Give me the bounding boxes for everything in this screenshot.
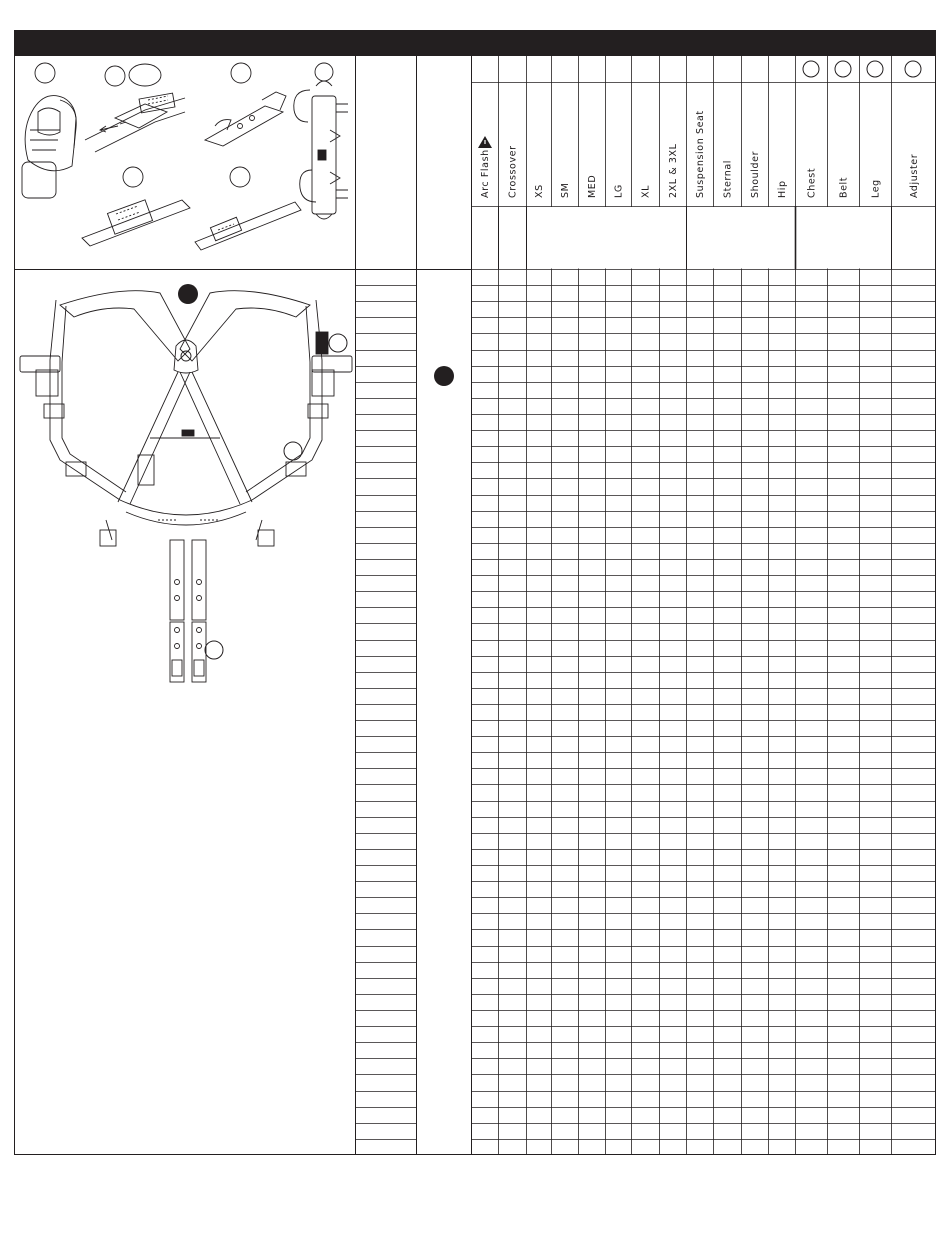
leg-ref-icon [867, 61, 883, 77]
merged-group-cell [688, 207, 795, 269]
column-label: Chest [806, 167, 818, 198]
column-label: Leg [870, 179, 882, 198]
adjuster-ref-icon [905, 61, 921, 77]
inspection-grid [355, 55, 936, 1155]
column-label: MED [587, 174, 598, 198]
section-marker-icon [434, 366, 454, 386]
column-label: Shoulder [750, 150, 761, 198]
belt-ref-icon [835, 61, 851, 77]
harness-marker-leg-icon [205, 641, 223, 659]
column-label: Belt [838, 176, 850, 198]
header-bar [14, 30, 936, 55]
mating-buckle-strap-drawing [82, 200, 190, 246]
harness-marker-hip-icon [284, 442, 302, 460]
column-headers [478, 110, 920, 198]
column-label: SM [560, 182, 571, 198]
quick-connect-buckle-drawing [85, 93, 185, 152]
harness-marker-side-icon [329, 334, 347, 352]
buckle-refs [803, 61, 921, 77]
merged-group-cell [797, 207, 891, 269]
hardware-ref-3-icon [129, 64, 161, 86]
hardware-ref-5-icon [315, 63, 333, 81]
column-label: LG [613, 184, 625, 198]
column-label: Hip [777, 180, 788, 198]
hardware-ref-6-icon [123, 167, 143, 187]
column-label: Crossover [507, 145, 519, 198]
harness-marker-dorsal-icon [178, 284, 198, 304]
adjuster-strap-drawing [195, 202, 301, 250]
merged-group-cell [528, 207, 686, 269]
hardware-illustrations [22, 63, 348, 250]
tongue-buckle-drawing [205, 92, 286, 146]
column-label: Sternal [722, 159, 734, 198]
hardware-ref-7-icon [230, 167, 250, 187]
side-d-ring-drawing [294, 81, 348, 219]
column-label: 2XL & 3XL [668, 143, 679, 198]
column-label: Arc Flash [480, 149, 491, 198]
column-label: Suspension Seat [695, 110, 706, 198]
retractable-connector-drawing [22, 96, 76, 198]
chest-ref-icon [803, 61, 819, 77]
hardware-ref-2-icon [105, 66, 125, 86]
harness-marker-refs [205, 334, 347, 659]
harness-illustration [20, 291, 352, 682]
hardware-ref-4-icon [231, 63, 251, 83]
column-label: XL [640, 184, 652, 198]
hardware-ref-1-icon [35, 63, 55, 83]
column-label: Adjuster [909, 153, 920, 198]
column-label: XS [534, 184, 545, 198]
